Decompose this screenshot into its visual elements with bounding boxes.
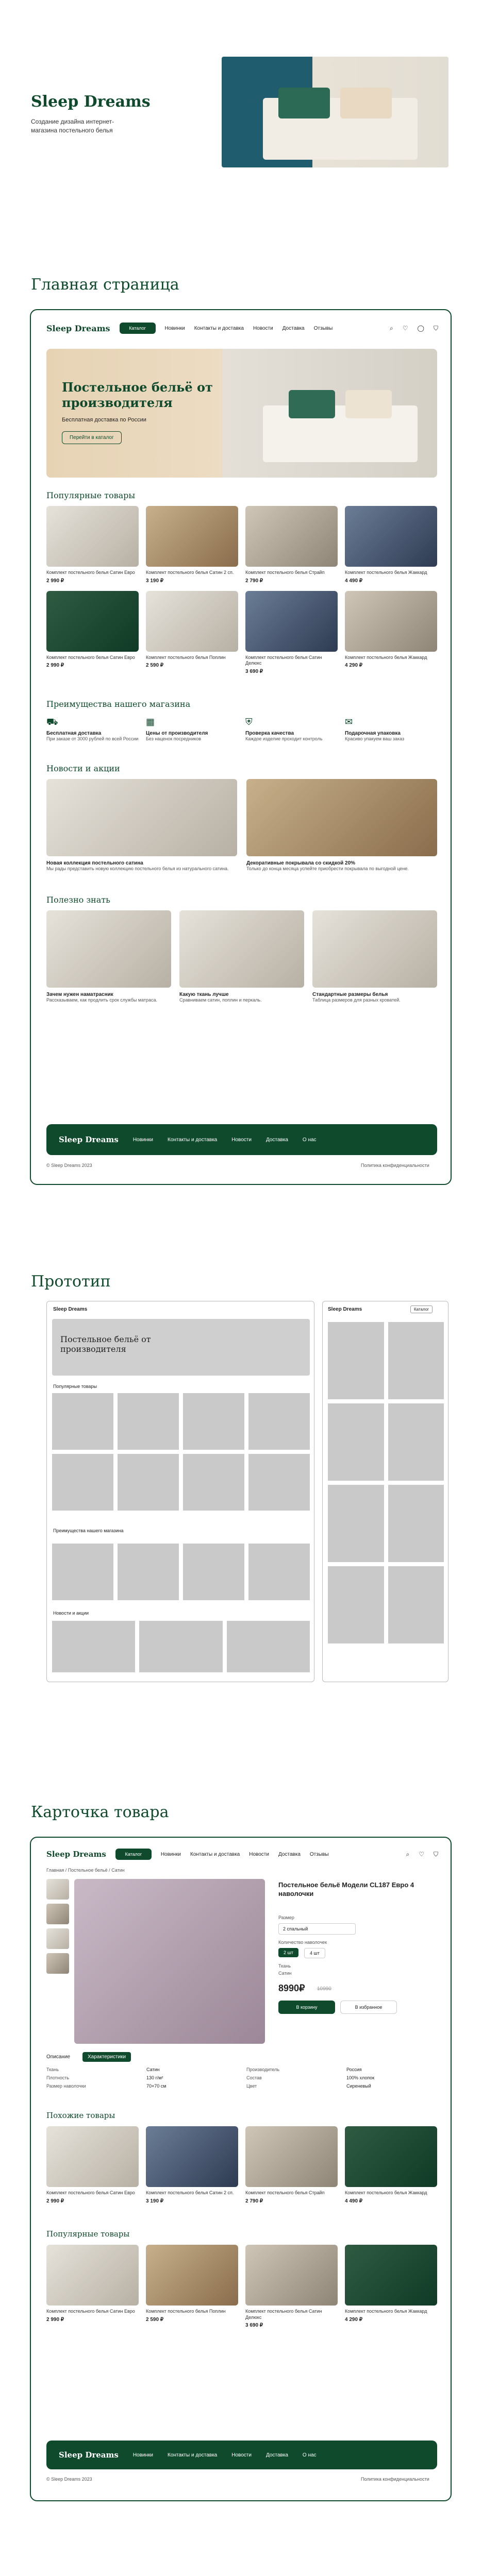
product-main-photo	[74, 1879, 265, 2044]
cart-icon[interactable]: ⛉	[433, 1851, 438, 1858]
search-icon[interactable]: ⌕	[406, 1851, 410, 1858]
popular-title: Популярные товары	[46, 490, 136, 500]
product-page-mockup	[30, 1837, 452, 2501]
tab-description[interactable]: Описание	[46, 2054, 71, 2060]
nav-item-reviews[interactable]: Отзывы	[313, 325, 333, 331]
proto-mobile-logo: Sleep Dreams	[328, 1307, 362, 1312]
factory-icon: ▦	[146, 717, 155, 727]
section-title-main: Главная страница	[31, 276, 179, 294]
footer-link[interactable]: Контакты и доставка	[168, 2452, 218, 2458]
advantage-item: ⛟ Бесплатная доставка При заказе от 3000 рублей по всей России	[46, 717, 139, 741]
similar-title: Похожие товары	[46, 2111, 115, 2120]
footer-link[interactable]: Доставка	[265, 2452, 288, 2458]
article-card[interactable]: Какую ткань лучше Сравниваем сатин, поплин и перкаль.	[179, 910, 304, 1003]
heart-icon[interactable]: ♡	[402, 325, 408, 332]
copyright: © Sleep Dreams 2023	[46, 1163, 92, 1168]
fabric-value: Сатин	[278, 1971, 292, 1976]
product-title: Постельное бельё Модели CL187 Евро 4 наволочки	[278, 1881, 414, 1897]
news-title: Новости и акции	[46, 764, 120, 773]
similar-grid	[46, 2126, 437, 2204]
footer-link[interactable]: Новости	[231, 2452, 252, 2458]
proto-advantages: Преимущества нашего магазина	[53, 1528, 124, 1533]
product-card[interactable]: Комплект постельного белья Сатин Делюкс 3 690 ₽	[245, 2245, 338, 2328]
main-header	[46, 320, 438, 336]
useful-title: Полезно знать	[46, 895, 110, 905]
gift-icon: ✉	[345, 717, 353, 727]
product-card[interactable]: Комплект постельного белья Страйп 2 790 ₽	[245, 2126, 338, 2204]
footer	[46, 1124, 437, 1155]
specs-table: Ткань Сатин Производитель Россия Плотность 130 г/м² Состав 100% хлопок Размер наволочки 70×70 см Цвет Сиреневый	[46, 2067, 375, 2089]
advantages-title: Преимущества нашего магазина	[46, 699, 191, 709]
logo[interactable]: Sleep Dreams	[46, 323, 110, 333]
product-price: 8990₽	[278, 1983, 305, 1993]
product-card[interactable]: Комплект постельного белья Сатин Евро 2 990 ₽	[46, 506, 139, 584]
article-card[interactable]: Зачем нужен наматрасник Рассказываем, как продлить срок службы матраса.	[46, 910, 171, 1003]
advantages-grid	[46, 717, 437, 741]
hero-photo	[222, 57, 448, 167]
logo[interactable]: Sleep Dreams	[46, 1850, 106, 1859]
hero-subtitle: Создание дизайна интернет-магазина постельного белья	[31, 118, 114, 134]
proto-logo: Sleep Dreams	[53, 1307, 88, 1312]
footer	[46, 2441, 437, 2469]
product-card[interactable]: Комплект постельного белья Жаккард 4 290 ₽	[345, 2245, 437, 2328]
policy-link[interactable]: Политика конфиденциальности	[361, 2477, 429, 2482]
advantage-item: ▦ Цены от производителя Без наценок посредников	[146, 717, 208, 741]
article-card[interactable]: Стандартные размеры белья Таблица размеров для разных кроватей.	[312, 910, 437, 1003]
search-icon[interactable]: ⌕	[390, 325, 393, 332]
section-title-prototype: Прототип	[31, 1273, 111, 1291]
product-thumbnails	[46, 1879, 69, 1978]
proto-mobile-button: Каталог	[410, 1306, 433, 1313]
news-card[interactable]: Новая коллекция постельного сатина Мы рады представить новую коллекцию постельного белья из натурального сатина.	[46, 779, 237, 871]
footer-logo[interactable]: Sleep Dreams	[59, 1135, 119, 1144]
main-banner	[46, 349, 437, 478]
viewed-grid	[46, 2245, 437, 2328]
footer-link[interactable]: Новинки	[132, 1137, 153, 1143]
product-card[interactable]: Комплект постельного белья Жаккард 4 290 ₽	[345, 591, 437, 674]
proto-banner: Постельное бельё от производителя	[60, 1334, 151, 1354]
product-card[interactable]: Комплект постельного белья Сатин Делюкс 3 690 ₽	[245, 591, 338, 674]
viewed-title: Популярные товары	[46, 2229, 130, 2239]
catalog-button[interactable]: Каталог	[115, 1849, 152, 1860]
product-header	[46, 1847, 438, 1861]
footer-logo[interactable]: Sleep Dreams	[59, 2450, 119, 2460]
nav-item-delivery[interactable]: Доставка	[278, 1851, 301, 1857]
copyright: © Sleep Dreams 2023	[46, 2477, 92, 2482]
catalog-button[interactable]: Каталог	[120, 323, 156, 334]
product-card[interactable]: Комплект постельного белья Сатин Евро 2 990 ₽	[46, 2245, 139, 2328]
product-card[interactable]: Комплект постельного белья Поплин 2 590 ₽	[146, 591, 238, 674]
nav-item-delivery[interactable]: Доставка	[282, 325, 305, 331]
product-card[interactable]: Комплект постельного белья Сатин Евро 2 990 ₽	[46, 591, 139, 674]
useful-grid	[46, 910, 437, 1003]
footer-link[interactable]: Новинки	[132, 2452, 153, 2458]
prototype-desktop	[46, 1301, 314, 1682]
size-select[interactable]: 2 спальный	[278, 1923, 356, 1935]
favorite-button[interactable]: В избранное	[340, 2001, 397, 2014]
prototype-mobile	[322, 1301, 448, 1682]
nav-item-contacts[interactable]: Контакты и доставка	[194, 325, 244, 331]
product-card[interactable]: Комплект постельного белья Жаккард 4 490 ₽	[345, 506, 437, 584]
truck-icon: ⛟	[46, 717, 58, 727]
advantage-item: ⛨ Проверка качества Каждое изделие проходит контроль	[245, 717, 323, 741]
popular-grid	[46, 506, 437, 674]
banner-subtitle: Бесплатная доставка по России	[62, 417, 146, 423]
pillow-label: Количество наволочек	[278, 1940, 327, 1945]
product-card[interactable]: Комплект постельного белья Сатин Евро 2 990 ₽	[46, 2126, 139, 2204]
nav-item-reviews[interactable]: Отзывы	[309, 1851, 329, 1857]
banner-button[interactable]: Перейти в каталог	[62, 431, 122, 444]
product-card[interactable]: Комплект постельного белья Сатин 2 сп. 3 190 ₽	[146, 506, 238, 584]
nav-item-new[interactable]: Новинки	[164, 325, 185, 331]
footer-link[interactable]: О нас	[302, 1137, 317, 1143]
cart-icon[interactable]: ⛉	[433, 325, 438, 332]
product-card[interactable]: Комплект постельного белья Поплин 2 590 ₽	[146, 2245, 238, 2328]
footer-link[interactable]: Новости	[231, 1137, 252, 1143]
user-icon[interactable]: ◯	[417, 325, 424, 332]
fabric-label: Ткань	[278, 1963, 291, 1969]
nav-item-new[interactable]: Новинки	[160, 1851, 181, 1857]
section-title-product: Карточка товара	[31, 1803, 169, 1821]
tab-specs[interactable]: Характеристики	[82, 2052, 131, 2062]
product-card[interactable]: Комплект постельного белья Жаккард 4 490 ₽	[345, 2126, 437, 2204]
breadcrumb[interactable]: Главная / Постельное бельё / Сатин	[46, 1868, 125, 1873]
product-card[interactable]: Комплект постельного белья Сатин 2 сп. 3 190 ₽	[146, 2126, 238, 2204]
nav-item-contacts[interactable]: Контакты и доставка	[190, 1851, 240, 1857]
news-card[interactable]: Декоративные покрывала со скидкой 20% Только до конца месяца успейте приобрести покрывала по выгодной цене.	[246, 779, 437, 871]
product-card[interactable]: Комплект постельного белья Страйп 2 790 ₽	[245, 506, 338, 584]
add-to-cart-button[interactable]: В корзину	[278, 2001, 335, 2014]
footer-link[interactable]: Доставка	[265, 1137, 288, 1143]
product-old-price: 10990	[317, 1986, 331, 1992]
advantage-item: ✉ Подарочная упаковка Красиво упакуем ваш заказ	[345, 717, 405, 741]
proto-popular: Популярные товары	[53, 1384, 97, 1389]
pillow-option-4[interactable]: 4 шт	[304, 1948, 325, 1958]
hero	[0, 0, 482, 170]
main-page-mockup	[30, 309, 452, 1185]
banner-title: Постельное бельё от производителя	[62, 380, 213, 410]
heart-icon[interactable]: ♡	[419, 1851, 424, 1858]
pillow-option-2[interactable]: 2 шт	[278, 1948, 298, 1957]
policy-link[interactable]: Политика конфиденциальности	[361, 1163, 429, 1168]
nav-item-news[interactable]: Новости	[249, 1851, 269, 1857]
footer-link[interactable]: Контакты и доставка	[168, 1137, 218, 1143]
shield-icon: ⛨	[245, 717, 253, 727]
nav-item-news[interactable]: Новости	[253, 325, 273, 331]
hero-title: Sleep Dreams	[31, 93, 151, 111]
footer-link[interactable]: О нас	[302, 2452, 317, 2458]
size-label: Размер	[278, 1915, 294, 1920]
proto-news: Новости и акции	[53, 1611, 89, 1616]
